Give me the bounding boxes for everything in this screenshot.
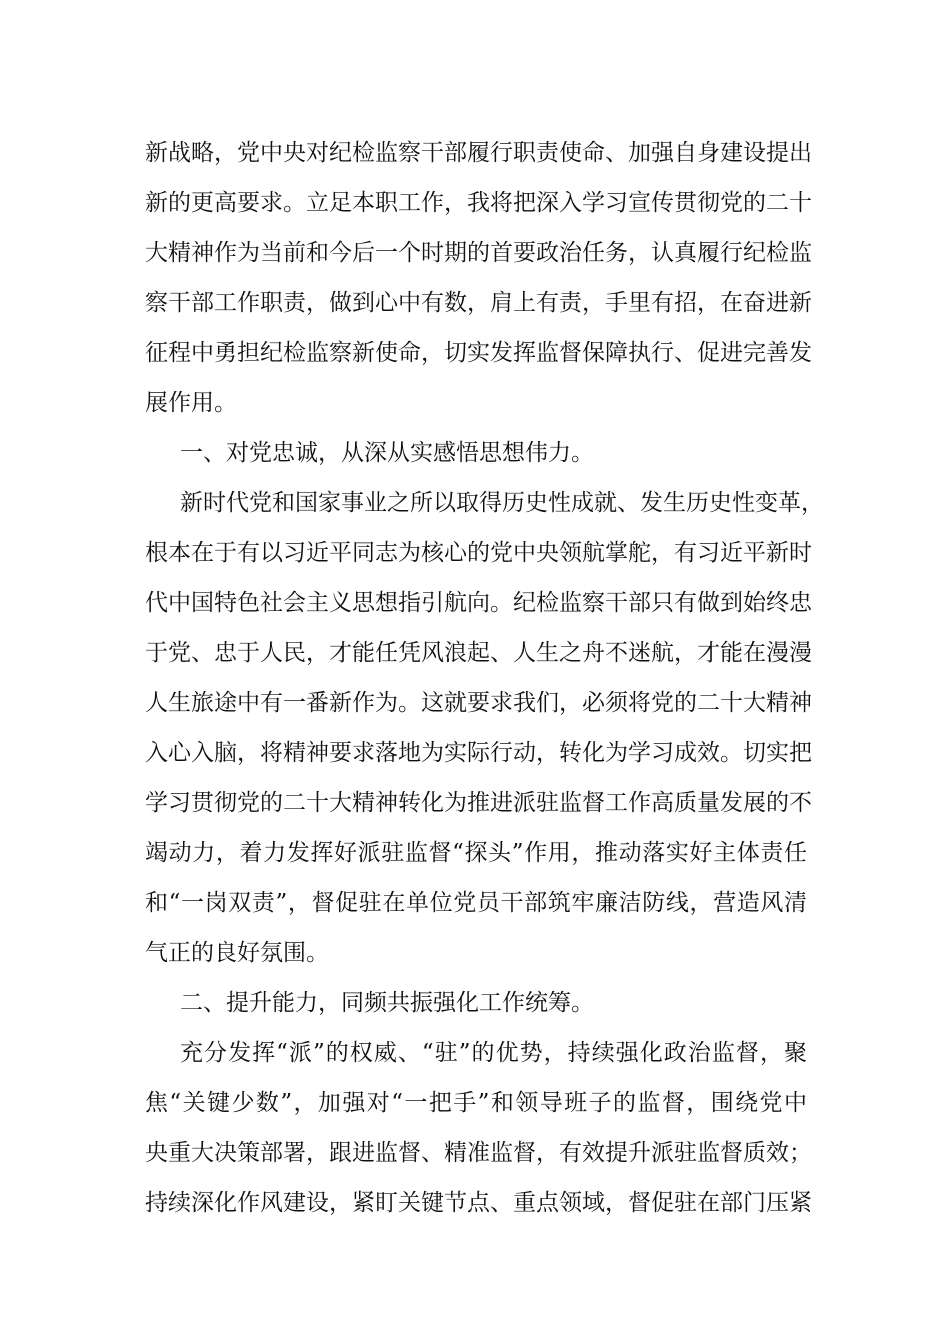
paragraph-line: 展作用。 xyxy=(145,390,237,416)
paragraph-line: 和“一岗双责”，督促驻在单位党员干部筑牢廉洁防线，营造风清 xyxy=(145,890,807,916)
paragraph-line: 学习贯彻党的二十大精神转化为推进派驻监督工作高质量发展的不 xyxy=(145,790,812,816)
document-body xyxy=(145,128,824,1228)
paragraph-line: 持续深化作风建设，紧盯关键节点、重点领域，督促驻在部门压紧 xyxy=(145,1190,812,1216)
paragraph-line: 新的更高要求。立足本职工作，我将把深入学习宣传贯彻党的二十 xyxy=(145,190,812,216)
paragraph-line: 人生旅途中有一番新作为。这就要求我们，必须将党的二十大精神 xyxy=(145,690,812,716)
paragraph-line: 代中国特色社会主义思想指引航向。纪检监察干部只有做到始终忠 xyxy=(145,590,812,616)
paragraph-line: 于党、忠于人民，才能任凭风浪起、人生之舟不迷航，才能在漫漫 xyxy=(145,640,812,666)
paragraph-line: 察干部工作职责，做到心中有数，肩上有责，手里有招，在奋进新 xyxy=(145,290,812,316)
section-heading: 二、提升能力，同频共振强化工作统筹。 xyxy=(180,990,594,1016)
paragraph-line: 气正的良好氛围。 xyxy=(145,940,329,966)
paragraph-line: 根本在于有以习近平同志为核心的党中央领航掌舵，有习近平新时 xyxy=(145,540,812,566)
section-heading: 一、对党忠诚，从深从实感悟思想伟力。 xyxy=(180,440,594,466)
paragraph-line: 入心入脑，将精神要求落地为实际行动，转化为学习成效。切实把 xyxy=(145,740,812,766)
paragraph-line: 新时代党和国家事业之所以取得历史性成就、发生历史性变革， xyxy=(180,490,824,516)
paragraph-line: 焦“关键少数”，加强对“一把手”和领导班子的监督，围绕党中 xyxy=(145,1090,807,1116)
paragraph-line: 新战略，党中央对纪检监察干部履行职责使命、加强自身建设提出 xyxy=(145,140,812,166)
paragraph-line: 征程中勇担纪检监察新使命，切实发挥监督保障执行、促进完善发 xyxy=(145,340,812,366)
paragraph-line: 央重大决策部署，跟进监督、精准监督，有效提升派驻监督质效； xyxy=(145,1140,812,1166)
paragraph-line: 大精神作为当前和今后一个时期的首要政治任务，认真履行纪检监 xyxy=(145,240,812,266)
paragraph-line: 竭动力，着力发挥好派驻监督“探头”作用，推动落实好主体责任 xyxy=(145,840,807,866)
paragraph-line: 充分发挥“派”的权威、“驻”的优势，持续强化政治监督，聚 xyxy=(180,1040,807,1066)
